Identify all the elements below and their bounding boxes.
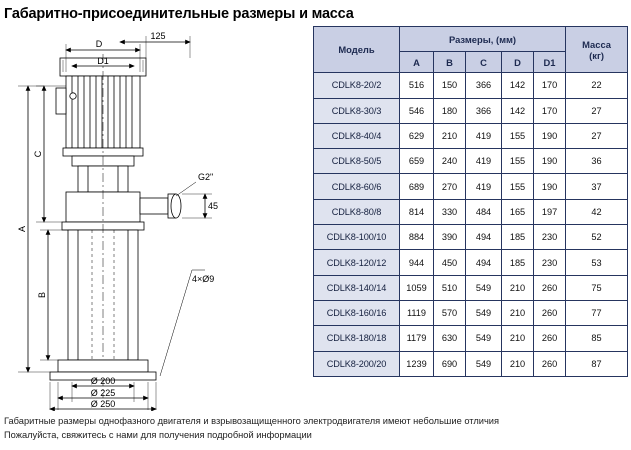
cell-mass: 85 [566,326,628,351]
cell-d1: 190 [534,123,566,148]
cell-b: 690 [434,351,466,376]
cell-mass: 27 [566,98,628,123]
cell-model: CDLK8-160/16 [314,300,400,325]
cell-mass: 22 [566,73,628,98]
cell-model: CDLK8-40/4 [314,123,400,148]
cell-model: CDLK8-50/5 [314,149,400,174]
table-body [314,73,628,377]
cell-mass: 77 [566,300,628,325]
header-col-b: B [434,52,466,73]
table-row [314,98,628,123]
cell-b: 510 [434,275,466,300]
table-row [314,174,628,199]
cell-model: CDLK8-140/14 [314,275,400,300]
cell-a: 1239 [400,351,434,376]
cell-d: 155 [502,174,534,199]
cell-model: CDLK8-200/20 [314,351,400,376]
cell-b: 150 [434,73,466,98]
label-45: 45 [208,201,219,211]
cell-c: 484 [466,199,502,224]
cell-b: 210 [434,123,466,148]
cell-model: CDLK8-30/3 [314,98,400,123]
cell-model: CDLK8-20/2 [314,73,400,98]
cell-b: 270 [434,174,466,199]
pump-dimension-drawing [0,26,310,411]
cell-d1: 197 [534,199,566,224]
cell-a: 884 [400,225,434,250]
header-col-c: C [466,52,502,73]
cell-a: 629 [400,123,434,148]
cell-d: 210 [502,275,534,300]
cell-c: 549 [466,326,502,351]
table-row [314,199,628,224]
cell-b: 180 [434,98,466,123]
table-row [314,225,628,250]
cell-c: 419 [466,174,502,199]
label-d-top: D [95,39,103,49]
label-d1: D1 [97,56,109,66]
cell-d1: 260 [534,351,566,376]
cell-a: 546 [400,98,434,123]
footnote-1: Габаритные размеры однофазного двигателя и взрывозащищенного электродвигателя имеют небольшие отличия [4,416,500,426]
cell-d: 142 [502,98,534,123]
cell-d1: 190 [534,149,566,174]
cell-d: 155 [502,123,534,148]
cell-a: 944 [400,250,434,275]
cell-model: CDLK8-120/12 [314,250,400,275]
label-d250: Ø 250 [90,399,116,409]
cell-d: 210 [502,326,534,351]
cell-c: 549 [466,351,502,376]
cell-model: CDLK8-80/8 [314,199,400,224]
cell-mass: 37 [566,174,628,199]
header-col-d1: D1 [534,52,566,73]
table-row [314,351,628,376]
cell-a: 814 [400,199,434,224]
cell-a: 516 [400,73,434,98]
page-title: Габаритно-присоединительные размеры и масса [4,6,354,22]
header-mass-label: Масса [582,38,611,50]
cell-c: 366 [466,73,502,98]
table-header-row-1 [314,27,628,52]
cell-c: 494 [466,225,502,250]
cell-mass: 36 [566,149,628,174]
header-col-d: D [502,52,534,73]
cell-d1: 260 [534,326,566,351]
cell-a: 659 [400,149,434,174]
cell-d: 210 [502,351,534,376]
cell-d1: 230 [534,250,566,275]
cell-b: 570 [434,300,466,325]
label-c: C [33,150,43,158]
cell-b: 390 [434,225,466,250]
cell-model: CDLK8-100/10 [314,225,400,250]
cell-d1: 260 [534,275,566,300]
cell-d1: 230 [534,225,566,250]
cell-a: 1059 [400,275,434,300]
cell-b: 630 [434,326,466,351]
cell-d: 165 [502,199,534,224]
dimensions-table [313,26,628,377]
dimensions-table-wrap [313,26,627,377]
cell-c: 419 [466,149,502,174]
cell-d1: 170 [534,73,566,98]
cell-d1: 260 [534,300,566,325]
cell-d: 210 [502,300,534,325]
table-row [314,326,628,351]
table-row [314,149,628,174]
table-row [314,300,628,325]
cell-mass: 27 [566,123,628,148]
table-row [314,275,628,300]
header-model: Модель [314,27,400,73]
cell-model: CDLK8-60/6 [314,174,400,199]
cell-c: 419 [466,123,502,148]
cell-d: 142 [502,73,534,98]
header-mass [566,27,628,73]
cell-d: 185 [502,250,534,275]
table-row [314,123,628,148]
cell-b: 330 [434,199,466,224]
cell-b: 240 [434,149,466,174]
cell-mass: 42 [566,199,628,224]
cell-c: 366 [466,98,502,123]
cell-mass: 52 [566,225,628,250]
table-row [314,73,628,98]
cell-mass: 53 [566,250,628,275]
label-a: A [17,225,27,233]
header-col-a: A [400,52,434,73]
cell-c: 549 [466,275,502,300]
table-row [314,250,628,275]
footnote-2: Пожалуйста, свяжитесь с нами для получения подробной информации [4,430,312,440]
footnotes [4,414,628,442]
cell-a: 1179 [400,326,434,351]
header-dimensions-group: Размеры, (мм) [400,27,566,52]
label-d225: Ø 225 [90,388,116,398]
cell-c: 549 [466,300,502,325]
cell-d1: 170 [534,98,566,123]
cell-mass: 87 [566,351,628,376]
cell-model: CDLK8-180/18 [314,326,400,351]
header-mass-unit: (кг) [589,49,604,61]
cell-c: 494 [466,250,502,275]
cell-d: 155 [502,149,534,174]
cell-a: 689 [400,174,434,199]
label-g2: G2" [198,172,214,182]
label-holes: 4×Ø9 [192,274,215,284]
cell-b: 450 [434,250,466,275]
cell-mass: 75 [566,275,628,300]
cell-a: 1119 [400,300,434,325]
label-b: B [37,291,47,299]
label-125: 125 [150,31,166,41]
cell-d: 185 [502,225,534,250]
cell-d1: 190 [534,174,566,199]
label-d200: Ø 200 [90,376,116,386]
